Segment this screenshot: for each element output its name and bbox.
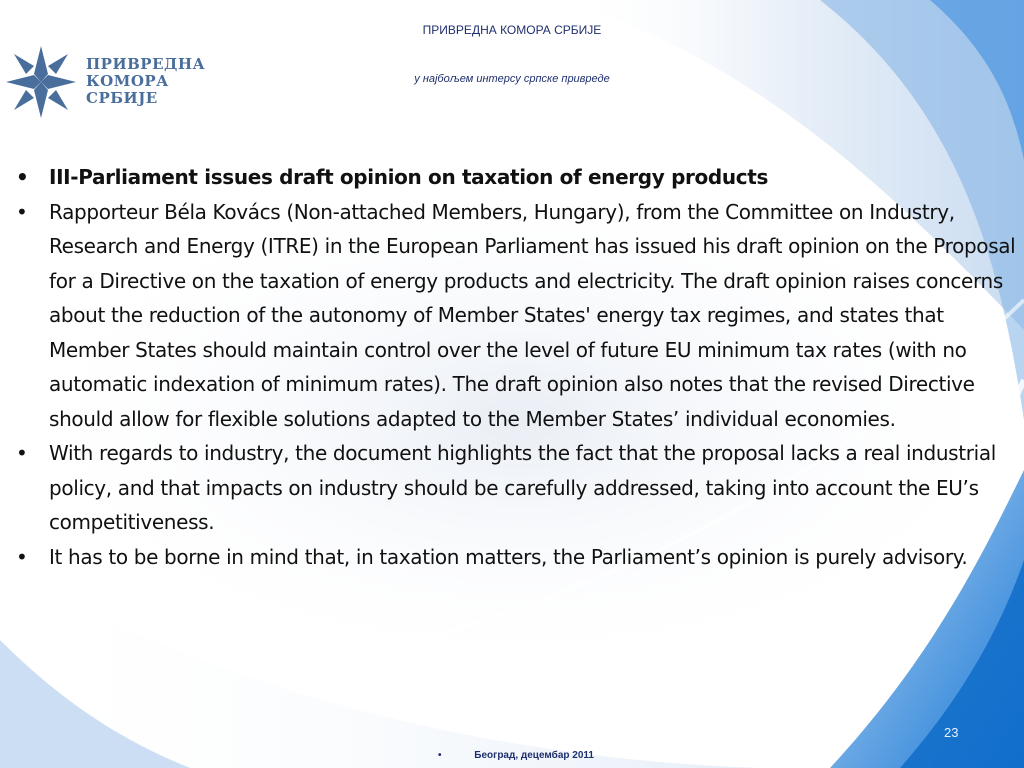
logo-line-3: СРБИЈЕ <box>86 89 158 107</box>
logo-wordmark <box>86 56 205 107</box>
logo-line-2: КОМОРА <box>86 72 169 90</box>
footer-text: Београд, децембар 2011 <box>474 750 594 761</box>
footer <box>438 750 594 761</box>
bullet-item: • Rapporteur Béla Kovács (Non-attached Members, Hungary), from the Committee on Industry, Research and Energy (ITRE) in the European Parliament has issued his draft opinion on the Proposal for a Directive on the taxation of energy products and electricity. The draft opinion raises concerns about the reduction of the autonomy of Member States' energy tax regimes, and states that Member States should maintain control over the level of future EU minimum tax rates (with no automatic indexation of minimum rates). The draft opinion also notes that the revised Directive should allow for flexible solutions adapted to the Member States’ individual economies. <box>16 195 1018 437</box>
header-title: ПРИВРЕДНА КОМОРА СРБИЈЕ <box>422 23 602 37</box>
bullet-heading: • III-Parliament issues draft opinion on taxation of energy products <box>16 160 1018 195</box>
page-number: 23 <box>944 725 959 740</box>
header-tagline: у најбољем интерсу српске привреде <box>414 73 610 85</box>
bullet-list <box>16 160 1018 574</box>
logo <box>4 44 214 120</box>
footer-bullet: • <box>438 750 442 761</box>
bullet-item: • With regards to industry, the document highlights the fact that the proposal lacks a real industrial policy, and that impacts on industry should be carefully addressed, taking into account the EU’s competitiveness. <box>16 436 1018 540</box>
bullet-item: • It has to be borne in mind that, in taxation matters, the Parliament’s opinion is purely advisory. <box>16 540 1018 575</box>
logo-line-1: ПРИВРЕДНА <box>86 55 206 73</box>
chamber-emblem-icon <box>4 44 78 120</box>
